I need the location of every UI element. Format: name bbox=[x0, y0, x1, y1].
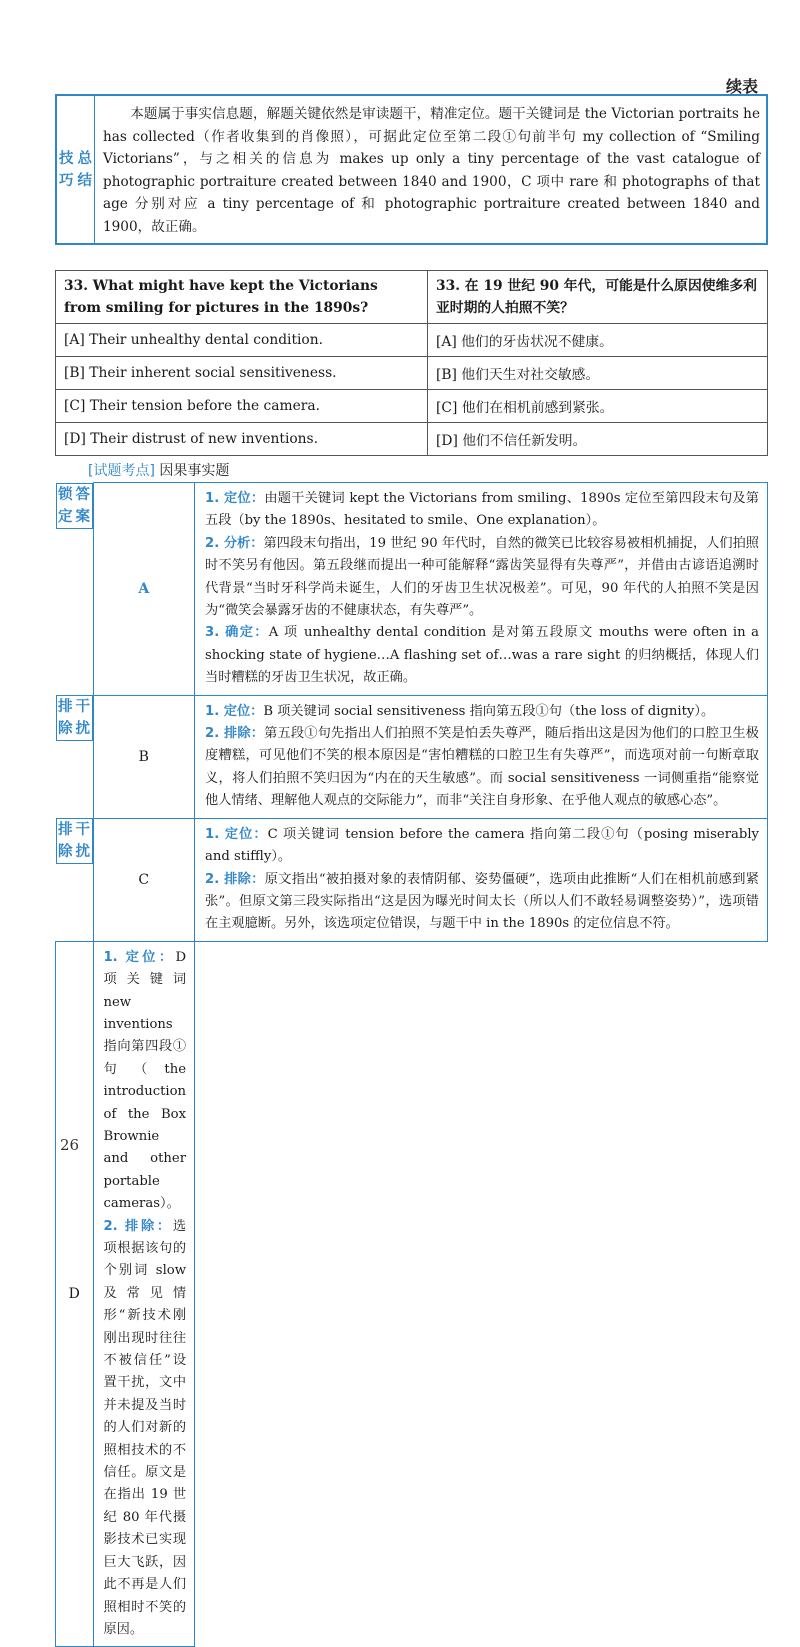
question-en: 33. What might have kept the Victorians from smiling for pictures in the 1890s? bbox=[56, 271, 428, 324]
skill-summary-box bbox=[55, 94, 768, 245]
b-exclude-label: 2. 排除： bbox=[205, 726, 265, 742]
exclude-cd-line2: 干扰 bbox=[75, 822, 90, 861]
option-d-zh: [D] 他们不信任新发明。 bbox=[428, 423, 768, 456]
analysis-d-content bbox=[93, 941, 195, 1647]
exclude-b-line2: 干扰 bbox=[75, 699, 90, 738]
question-header-row bbox=[56, 271, 768, 324]
analysis-b-content bbox=[195, 695, 768, 818]
c-locate-text: C 项关键词 tension before the camera 指向第二段①句（posing miserably and stiffly）。 bbox=[205, 826, 759, 865]
analysis-row-b bbox=[56, 695, 768, 818]
option-row-c bbox=[56, 390, 768, 423]
c-exclude-label: 2. 排除： bbox=[205, 871, 265, 887]
d-exclude-label: 2. 排除： bbox=[103, 1218, 173, 1234]
analysis-row-d bbox=[56, 941, 768, 1647]
exam-point bbox=[88, 460, 229, 480]
option-c-en: [C] Their tension before the camera. bbox=[56, 390, 428, 423]
option-d-en: [D] Their distrust of new inventions. bbox=[56, 423, 428, 456]
skill-summary-side-label bbox=[57, 96, 95, 243]
a-analyze-label: 2. 分析： bbox=[205, 535, 264, 551]
a-locate-label: 1. 定位： bbox=[205, 491, 265, 506]
option-c-zh: [C] 他们在相机前感到紧张。 bbox=[428, 390, 768, 423]
a-confirm-text: A 项 unhealthy dental condition 是对第五段原文 mouths were often in a shocking state of hygiene…A flashing set of…was a rare sight 的归纳概括，体现人们当时糟糕的牙齿卫生状况，故正确。 bbox=[205, 625, 759, 686]
exclude-b-line1: 排除 bbox=[58, 699, 73, 738]
question-table bbox=[55, 270, 768, 456]
option-a-en: [A] Their unhealthy dental condition. bbox=[56, 324, 428, 357]
skill-summary-text: 本题属于事实信息题，解题关键依然是审读题干，精准定位。题干关键词是 the Victorian portraits he has collected（作者收集到的肖像照），可据此定位至第二段①句前半句 my collection of “Smiling Victorians”，与之相关的信息为 makes up only a tiny percentage of the vast catalogue of photographic portraiture created between 1840 and 1900，C 项中 rare 和 photographs of that age 分别对应 a tiny percentage of 和 photographic portraiture created between 1840 and 1900，故正确。 bbox=[103, 106, 760, 235]
b-locate-text: B 项关键词 social sensitiveness 指向第五段①句（the loss of dignity）。 bbox=[263, 703, 715, 719]
b-locate-label: 1. 定位： bbox=[205, 703, 264, 719]
page-number: 26 bbox=[60, 1136, 80, 1154]
option-letter-a: A bbox=[93, 483, 195, 696]
option-a-zh: [A] 他们的牙齿状况不健康。 bbox=[428, 324, 768, 357]
b-exclude-text: 第五段①句先指出人们拍照不笑是怕丢失尊严，随后指出这是因为他们的口腔卫生极度糟糕，可见他们不笑的根本原因是“害怕糟糕的口腔卫生有失尊严”，而选项对前一句断章取义，将人们拍照不笑归因为“内在的天生敏感”。而 social sensitiveness 一词侧重指“能察觉他人情绪、理解他人观点的交际能力”，而非“关注自身形象、在乎他人观点的敏感心态”。 bbox=[205, 726, 759, 809]
option-b-zh: [B] 他们天生对社交敏感。 bbox=[428, 357, 768, 390]
exam-point-value: 因果事实题 bbox=[159, 463, 230, 479]
lock-label-line2: 答案 bbox=[75, 486, 90, 525]
a-locate-text: 由题干关键词 kept the Victorians from smiling、1890s 定位至第四段末句及第五段（by the 1890s、hesitated to smile、One explanation）。 bbox=[205, 491, 759, 529]
lock-label-line1: 锁定 bbox=[58, 486, 73, 525]
skill-label-line1: 技巧 bbox=[59, 150, 74, 189]
option-row-b bbox=[56, 357, 768, 390]
a-confirm-label: 3. 确定： bbox=[205, 625, 269, 641]
option-letter-c: C bbox=[93, 818, 195, 941]
option-letter-b: B bbox=[93, 695, 195, 818]
d-exclude-text: 选项根据该句的个别词 slow 及常见情形“新技术刚刚出现时往往不被信任”设置干扰，文中并未提及当时的人们对新的照相技术的不信任。原文是在指出 19 世纪 80 年代摄影技术已实现巨大飞跃，因此不再是人们照相时不笑的原因。 bbox=[103, 1218, 187, 1637]
skill-label-line2: 总结 bbox=[77, 150, 92, 189]
analysis-row-a bbox=[56, 483, 768, 696]
exclude-cd-line1: 排除 bbox=[58, 822, 73, 861]
d-locate-text: D 项关键词 new inventions 指向第四段①句（the introduction of the Box Brownie and other portable cameras）。 bbox=[103, 949, 187, 1212]
skill-summary-content bbox=[95, 96, 766, 243]
question-zh: 33. 在 19 世纪 90 年代，可能是什么原因使维多利亚时期的人拍照不笑？ bbox=[428, 271, 768, 324]
exam-point-tag: [试题考点] bbox=[88, 463, 155, 479]
analysis-table bbox=[55, 482, 768, 1647]
analysis-c-content bbox=[195, 818, 768, 941]
a-analyze-text: 第四段末句指出，19 世纪 90 年代时，自然的微笑已比较容易被相机捕捉，人们拍照时不笑另有他因。第五段继而提出一种可能解释“露齿笑显得有失尊严”，并借由古谚语追溯时代背景“当时牙科学尚未诞生，人们的牙齿卫生状况极差”。可见，90 年代的人拍照不笑是因为“微笑会暴露牙齿的不健康状态，有失尊严”。 bbox=[205, 535, 759, 619]
analysis-row-c bbox=[56, 818, 768, 941]
lock-answer-label bbox=[56, 483, 93, 529]
continued-label: 续表 bbox=[725, 77, 758, 96]
option-row-a bbox=[56, 324, 768, 357]
c-exclude-text: 原文指出“被拍摄对象的表情阴郁、姿势僵硬”，选项由此推断“人们在相机前感到紧张”。但原文第三段实际指出“这是因为曝光时间太长（所以人们不敢轻易调整姿势）”，选项错在主观臆断。另外，该选项定位错误，与题干中 in the 1890s 的定位信息不符。 bbox=[205, 871, 759, 932]
option-b-en: [B] Their inherent social sensitiveness. bbox=[56, 357, 428, 390]
d-locate-label: 1. 定位： bbox=[103, 949, 176, 965]
c-locate-label: 1. 定位： bbox=[205, 826, 268, 842]
analysis-a-content bbox=[195, 483, 768, 696]
option-letter-d: D bbox=[56, 941, 94, 1647]
exclude-label-b bbox=[56, 695, 93, 741]
option-row-d bbox=[56, 423, 768, 456]
exclude-label-cd bbox=[56, 818, 93, 864]
